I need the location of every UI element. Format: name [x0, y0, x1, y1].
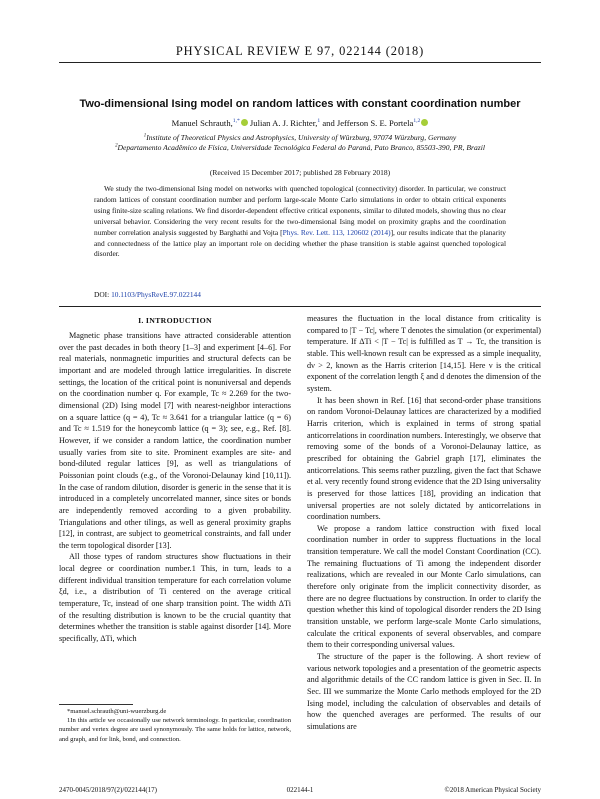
paragraph: We propose a random lattice construction with fixed local coordination number in order to suppress fluctuations in the local transition temperature. We call the model Constant Coordination (CC). The remaining fluctuations of Ti among the independent disorder realizations, which are revealed in our Monte Carlo simulations, can therefore only originate from the implicit connectivity disorder, as there are no degree fluctuations by construction. In order to clarify the question whether this kind of topological disorder renders the 2D Ising transition unstable, we perform large-scale Monte Carlo simulations, calculate the critical exponents of several observables, and compare them to their corresponding universal values. — [307, 523, 541, 650]
paragraph: It has been shown in Ref. [16] that second-order phase transitions on random Voronoi-Delaunay lattices are characterized by a modified Harris criterion, which is explained in terms of strong spatial anticorrelations in coordination numbers. Interestingly, we observe that removing some of the bonds of a Voronoi-Delaunay lattice, as prescribed for obtaining the Gabriel graph [17], eliminates the anticorrelations. This seems rather puzzling, given the fact that Schawe et al. very recently found strong evidence that the 2D Ising universality is preserved for those lattices [18], providing an indication that universal properties are not solely dictated by anticorrelations in coordination numbers. — [307, 395, 541, 522]
received-dates: (Received 15 December 2017; published 28 February 2018) — [209, 168, 391, 177]
footer-page-number: 022144-1 — [286, 786, 314, 794]
affiliation-number: 1 — [143, 133, 147, 139]
footer-copyright: ©2018 American Physical Society — [444, 786, 541, 794]
paragraph: The structure of the paper is the following. A short review of various network topologies and a presentation of the geometric aspects and algorithmic details of the CC random lattice is given in Sec. II. In Sec. III we summarize the Monte Carlo methods employed for the 2D Ising model, including the calculation of observables and details of how the quenched averages are performed. The results of our simulations are — [307, 652, 541, 731]
author-line — [0, 118, 600, 128]
author-name: Julian A. J. Richter, — [249, 118, 318, 128]
author-superscript[interactable]: 1 — [317, 118, 321, 125]
section-heading: I. INTRODUCTION — [138, 316, 212, 325]
footer-issn: 2470-0045/2018/97(2)/022144(17) — [59, 786, 157, 794]
affiliation-number: 2 — [115, 143, 118, 149]
doi-line — [94, 290, 201, 299]
paper-title: Two-dimensional Ising model on random lattices with constant coordination number — [79, 98, 521, 110]
author-superscript[interactable]: 1,2 — [413, 118, 421, 125]
author-name: Manuel Schrauth, — [171, 118, 233, 128]
affiliation-text: Institute of Theoretical Physics and Astrophysics, University of Würzburg, 97074 Würzburg, Germany — [146, 133, 457, 142]
abstract-text: We study the two-dimensional Ising model on networks with quenched topological (connectivity) disorder. In particular, we construct random lattices of constant coordination number and perform large-scale Monte Carlo simulations in order to obtain critical exponents using finite-size scaling relations. We find disorder-dependent effective critical exponents, similar to diluted models, showing thus no clear universal behavior. Considering the very recent results for the two-dimensional Ising model on proximity graphs and the coordination number correlation analysis suggested by Barghathi and Vojta [ — [94, 184, 506, 237]
doi-link[interactable]: 10.1103/PhysRevE.97.022144 — [111, 290, 201, 299]
affiliation — [0, 143, 600, 152]
author-name: and Jefferson S. E. Portela — [322, 118, 414, 128]
footnote: 1In this article we occasionally use network terminology. In particular, coordination number and vertex degree are used synonymously. The same holds for lattice, network, and graph, and for link, bond, and connection. — [59, 717, 291, 743]
header-rule — [59, 62, 541, 63]
affiliation-text: Departamento Acadêmico de Física, Universidade Tecnológica Federal do Paraná, Pato Branco, 85503-390, PR, Brazil — [117, 143, 485, 152]
footnote-email: *manuel.schrauth@uni-wuerzburg.de — [67, 708, 167, 715]
doi-label: DOI: — [94, 290, 110, 299]
author-superscript[interactable]: 1,* — [232, 118, 240, 125]
left-column — [59, 330, 291, 645]
paragraph: measures the fluctuation in the local distance from criticality is compared to |T − Tc|, where T denotes the simulation (or experimental) temperature. If ΔTi < |T − Tc| is fulfilled as T → Tc, the transition is stable. This well-known result can be expressed as a simple inequality, dν > 2, known as the Harris criterion [14,15]. Here ν is the critical exponent of the correlation length ξ and d denotes the dimension of the system. — [307, 314, 541, 393]
orcid-icon[interactable] — [421, 119, 428, 126]
paragraph: All those types of random structures show fluctuations in their local degree or coordination number.1 This, in turn, leads to a different individual transition temperature for each correlation volume ξd, i.e., a distribution of Ti centered on the average critical temperature, Tc, instead of one sharp transition point. The width ΔTi of the resulting distribution is known to be the crucial quantity that determines whether the transition is stable against disorder [14]. More specifically, ΔTi, which — [59, 552, 291, 644]
abstract-text: ], our results indicate that the planarity and connectedness of the lattice play an important role on deciding whether the phase transition is stable against quenched topological disorder. — [94, 227, 506, 259]
paragraph: Magnetic phase transitions have attracted considerable attention over the past decades in both theory [1–3] and experiment [4–6]. For real materials, nonmagnetic impurities and structural defects can be important and are modeled through lattice irregularities. In discrete settings, the location of the critical point is nonuniversal and depends on the coordination number q. For example, Tc ≈ 2.269 for the two-dimensional (2D) Ising model [7] with nearest-neighbor interactions on a square lattice (q = 4), Tc ≈ 3.641 for a triangular lattice (q = 6) and Tc ≈ 1.519 for the honeycomb lattice (q = 3); see, e.g., Ref. [8]. However, if we consider a random lattice, the coordination number usually varies from site to site. Prominent examples are site- and bond-diluted regular lattices [9], as well as triangulations of Poissonian point clouds (e.g., of the Voronoi-Delaunay kind [10,11]). In the case of random dilution, disorder is generic in the sense that it is introduced in a completely uncorrelated manner, since sites or bonds are independently removed according to a given probability. Triangulations and other tilings, as well as general proximity graphs [12], in contrast, are subject to geometrical constraints, and fall under the term topological disorder [13]. — [59, 331, 291, 550]
footnote-rule — [59, 704, 133, 705]
footnotes — [59, 707, 291, 744]
abstract-rule — [59, 306, 541, 307]
affiliation — [0, 133, 600, 142]
abstract — [94, 184, 506, 260]
abstract-reference-link[interactable]: Phys. Rev. Lett. 113, 120602 (2014) — [282, 227, 391, 237]
right-column — [307, 313, 541, 733]
orcid-icon[interactable] — [241, 119, 248, 126]
journal-header: PHYSICAL REVIEW E 97, 022144 (2018) — [175, 44, 425, 58]
